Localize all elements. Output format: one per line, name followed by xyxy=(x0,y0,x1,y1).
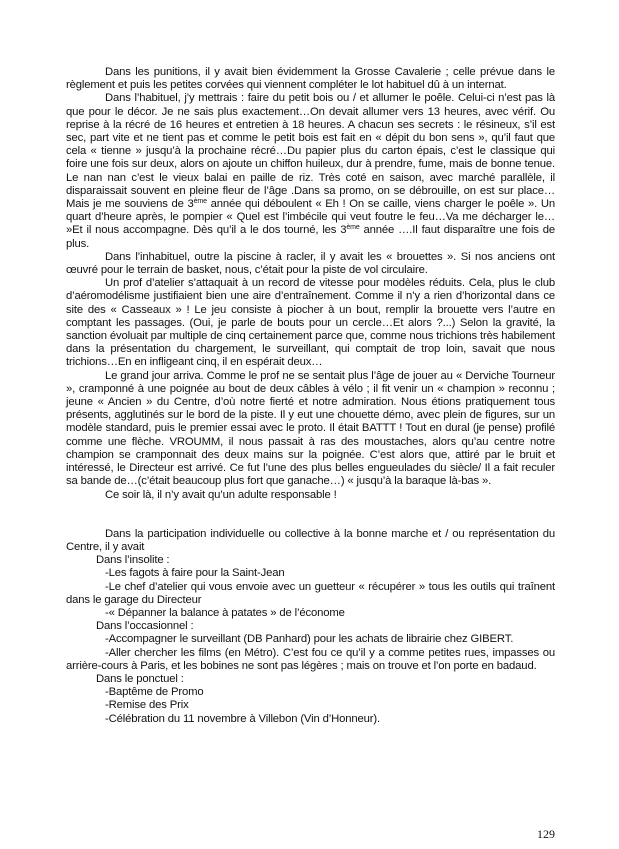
body-text xyxy=(66,66,555,726)
page-number: 129 xyxy=(537,827,555,841)
list-item: -Célébration du 11 novembre à Villebon (Vin d’Honneur). xyxy=(105,712,380,725)
list-item: -Accompagner le surveillant (DB Panhard) pour les achats de librairie chez GIBERT. xyxy=(105,633,514,646)
paragraph-grand-jour: Le grand jour arriva. Comme le prof ne se sentait plus l’âge de jouer au « Derviche Tourneur », cramponné à une poignée au bout de deux câbles à vélo ; il fit venir un « champion » reconnu ; jeune « Ancien » du Centre, d’où notre fierté et notre admiration. Nous étions pratiquement tous présents, agglutinés sur le bord de la piste. Il y eut une chouette démo, avec plein de figures, sur un modèle standard, puis le premier essai avec le proto. Il était BATTT ! Tout en dural (je pense) profilé comme une flèche. VROUMM, il nous passait à ras des moustaches, alors qu’au centre notre champion se cramponnait des deux mains sur la poignée. C’est alors que, attiré par le bruit et intéressé, le Directeur est arrivé. Ce fut l’une des plus belles engueulades du siècle/ Il a fait reculer sa bande de…(c’était beaucoup plus fort que ganache…) « jusqu’à la baraque là-bas ». xyxy=(66,369,555,488)
superscript-eme-1: ème xyxy=(193,198,207,206)
paragraph-habituel-part2: année qui déboulent « Eh ! On se caille, viens charger le poêle ». Un quart d’heure après, le pompier « Quel est l’imbécile qui veut foutre le feu…Va me décharger le… »Et il nous accompagne. Dès qu’il a le dos tourné, les 3 xyxy=(66,198,555,237)
paragraph-participation: Dans la participation individuelle ou collective à la bonne marche et / ou représentation du Centre, il y avait xyxy=(66,527,555,553)
list-item: -Aller chercher les films (en Métro). C’est fou ce qu’il y a comme petites rues, impasses ou arrière-cours à Paris, et les bobines ne sont pas légères ; mais on trouve et l’on porte en badaud. xyxy=(66,646,555,672)
list-item: -Le chef d’atelier qui vous envoie avec un guetteur « récupérer » tous les outils qui traînent dans le garage du Directeur xyxy=(66,580,555,606)
list-item: -Remise des Prix xyxy=(105,699,189,712)
superscript-eme-2: ème xyxy=(346,224,360,232)
paragraph-habituel-part3: année ….Il faut disparaître une fois de plus. xyxy=(66,224,555,250)
list-item: -Baptême de Promo xyxy=(105,686,204,699)
paragraph-habituel xyxy=(66,92,555,250)
paragraph-habituel-part1: Dans l’habituel, j’y mettrais : faire du petit bois ou / et allumer le poêle. Celui-ci n’est pas là que pour le décor. Je ne sais plus exactement…On devait allumer vers 13 heures, avec vérif. Ou reprise à la récré de 16 heures et entretien à 18 heures. A chacun ses secrets : le résineux, s’il est sec, part vite et ne tient pas et comme le petit bois est fait en « dépit du bon sens », qu’il faut que cela « tienne » jusqu’à la prochaine récré…Du papier plus du carton épais, c’est le classique qui foire une fois sur deux, alors on ajoute un chiffon huileux, dur à prendre, fume, mais de bonne tenue. Le nan nan c’est le vieux balai en paille de riz. Très coté en saison, avec marché parallèle, il disparaissait souvent en pleine fleur de l’âge .Dans sa promo, on se débrouille, on est sur place…Mais je me souviens de 3 xyxy=(66,92,555,211)
list-item: -Les fagots à faire pour la Saint-Jean xyxy=(105,567,285,580)
heading-occasionnel: Dans l’occasionnel : xyxy=(96,620,194,633)
heading-ponctuel: Dans le ponctuel : xyxy=(96,672,184,685)
paragraph-inhabituel: Dans l’inhabituel, outre la piscine à racler, il y avait les « brouettes ». Si nos anciens ont œuvré pour le terrain de basket, nous, c’était pour la piste de vol circulaire. xyxy=(66,250,555,277)
paragraph-gap xyxy=(66,515,555,528)
paragraph-punitions: Dans les punitions, il y avait bien évidemment la Grosse Cavalerie ; celle prévue dans le règlement et puis les petites corvées qui viennent compléter le lot habituel dû à un internat. xyxy=(66,66,555,92)
paragraph-gap xyxy=(66,502,555,515)
paragraph-prof-atelier: Un prof d’atelier s’attaquait à un record de vitesse pour modèles réduits. Cela, plus le club d’aéromodélisme justifiaient bien une aire d’entraînement. Comme il n’y a rien d’horizontal dans ce site des « Casseaux » ! Le jeu consiste à piocher à un bout, remplir la brouette vers l’autre en comptant les passages. (Oui, je parle de bouts pour un cercle…Et alors ?...) Selon la gravité, la sanction évoluait par multiple de cinq certainement parce que, comme nous trichions très habilement dans la présentation du chargement, le surveillant, qui comptait de trop loin, savait que nous trichions…En en infligeant cinq, il en espérait deux… xyxy=(66,277,555,369)
list-item: -« Dépanner la balance à patates » de l’économe xyxy=(105,606,345,619)
heading-insolite: Dans l’insolite : xyxy=(96,554,170,567)
paragraph-ce-soir: Ce soir là, il n’y avait qu’un adulte responsable ! xyxy=(105,488,337,501)
